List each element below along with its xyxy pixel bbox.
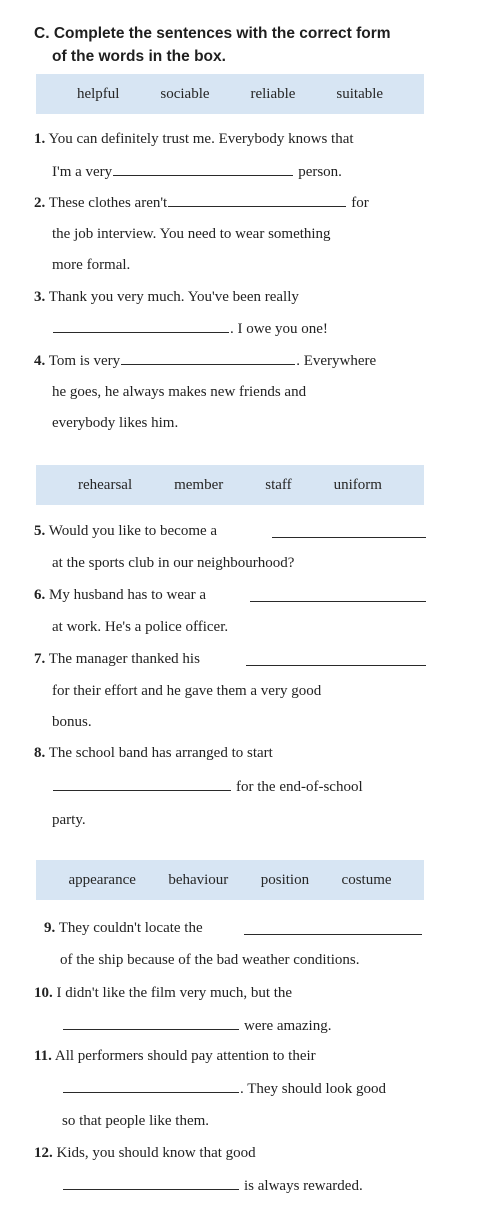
item-1-line-1: 1. You can definitely trust me. Everybody knows that <box>34 131 354 147</box>
word-behaviour: behaviour <box>168 871 229 888</box>
word-reliable: reliable <box>250 85 296 102</box>
item-2-line-2: the job interview. You need to wear something <box>52 226 331 242</box>
word-box-3 <box>36 860 424 900</box>
answer-blank[interactable] <box>53 318 229 333</box>
item-7-line-1: 7. The manager thanked his <box>34 651 200 667</box>
word-rehearsal: rehearsal <box>77 476 133 493</box>
word-helpful: helpful <box>76 85 120 102</box>
item-number: 1. <box>34 131 46 147</box>
answer-blank[interactable] <box>272 537 426 538</box>
item-8-line-3: party. <box>52 812 86 828</box>
answer-blank[interactable] <box>53 776 231 791</box>
item-number: 9. <box>44 920 56 936</box>
item-number: 11. <box>34 1048 52 1064</box>
answer-blank[interactable] <box>63 1078 239 1093</box>
item-7-line-3: bonus. <box>52 714 92 730</box>
item-2-line-3: more formal. <box>52 257 131 273</box>
answer-blank[interactable] <box>250 601 426 602</box>
word-suitable: suitable <box>336 85 384 102</box>
item-8-line-1: 8. The school band has arranged to start <box>34 745 273 761</box>
answer-blank[interactable] <box>63 1175 239 1190</box>
item-4-line-3: everybody likes him. <box>52 415 179 431</box>
item-7-line-2: for their effort and he gave them a very good <box>52 683 322 699</box>
exercise-letter: C. <box>34 25 50 42</box>
item-10-line-2: were amazing. <box>62 1015 331 1036</box>
word-member: member <box>174 476 224 493</box>
item-number: 6. <box>34 587 46 603</box>
item-4-line-2: he goes, he always makes new friends and <box>52 384 307 400</box>
word-box-1 <box>36 74 424 114</box>
item-number: 10. <box>34 985 53 1001</box>
answer-blank[interactable] <box>63 1015 239 1030</box>
item-number: 5. <box>34 523 46 539</box>
item-number: 12. <box>34 1145 53 1161</box>
item-9-line-2: of the ship because of the bad weather conditions. <box>60 952 360 968</box>
word-staff: staff <box>265 476 292 493</box>
item-6-line-1: 6. My husband has to wear a <box>34 587 207 603</box>
item-2-line-1: 2. These clothes aren't for <box>34 192 369 213</box>
word-position: position <box>260 871 310 888</box>
item-number: 7. <box>34 651 46 667</box>
item-5-line-2: at the sports club in our neighbourhood? <box>52 555 295 571</box>
answer-blank[interactable] <box>168 192 346 207</box>
word-sociable: sociable <box>160 85 210 102</box>
item-9-line-1: 9. They couldn't locate the <box>44 920 203 936</box>
item-number: 4. <box>34 353 46 369</box>
item-3-line-1: 3. Thank you very much. You've been really <box>34 289 299 305</box>
answer-blank[interactable] <box>121 350 295 365</box>
item-number: 3. <box>34 289 46 305</box>
item-5-line-1: 5. Would you like to become a <box>34 523 218 539</box>
word-appearance: appearance <box>68 871 136 888</box>
item-1-line-2: I'm a very person. <box>52 161 342 182</box>
word-costume: costume <box>341 871 392 888</box>
answer-blank[interactable] <box>244 934 422 935</box>
item-3-line-2: . I owe you one! <box>52 318 328 339</box>
item-4-line-1: 4. Tom is very . Everywhere <box>34 350 376 371</box>
item-8-line-2: for the end-of-school <box>52 776 363 797</box>
item-11-line-2: . They should look good <box>62 1078 386 1099</box>
word-box-2 <box>36 465 424 505</box>
answer-blank[interactable] <box>246 665 426 666</box>
heading-line-2: of the words in the box. <box>52 48 226 65</box>
heading-line-1: Complete the sentences with the correct form <box>53 25 391 42</box>
item-10-line-1: 10. I didn't like the film very much, but the <box>34 985 293 1001</box>
item-12-line-2: is always rewarded. <box>62 1175 363 1196</box>
item-6-line-2: at work. He's a police officer. <box>52 619 229 635</box>
item-11-line-1: 11. All performers should pay attention to their <box>34 1048 316 1064</box>
item-12-line-1: 12. Kids, you should know that good <box>34 1145 256 1161</box>
item-number: 8. <box>34 745 46 761</box>
answer-blank[interactable] <box>113 161 293 176</box>
word-uniform: uniform <box>333 476 382 493</box>
item-11-line-3: so that people like them. <box>62 1113 210 1129</box>
exercise-heading <box>34 24 391 44</box>
item-number: 2. <box>34 195 46 211</box>
